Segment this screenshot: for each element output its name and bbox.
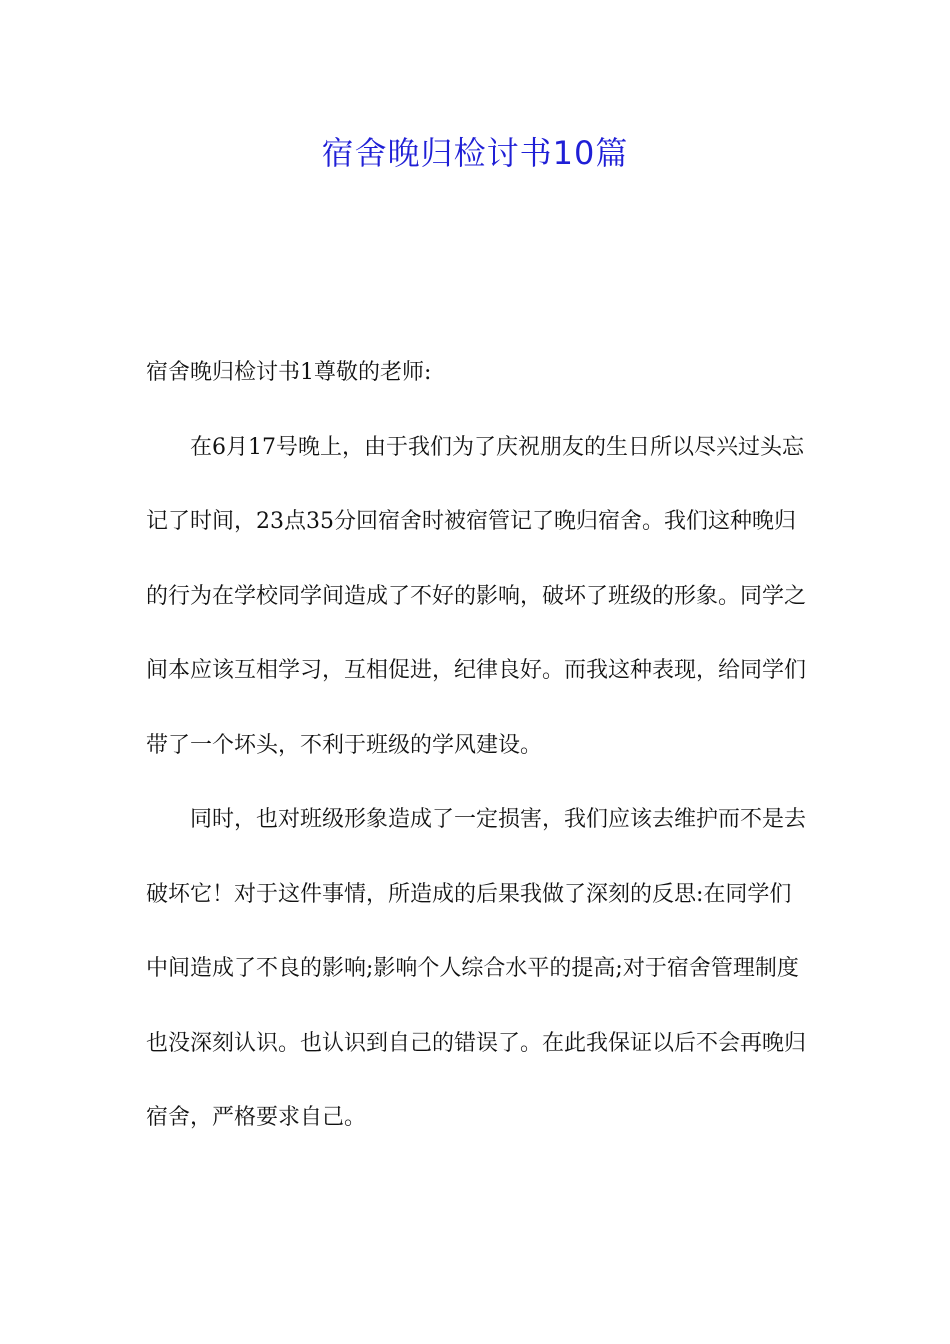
document-title: 宿舍晚归检讨书10篇 <box>321 134 629 172</box>
salutation-paragraph: 宿舍晚归检讨书1尊敬的老师: <box>146 360 432 385</box>
document-body <box>146 336 806 1156</box>
body-paragraph-1: 在6月17号晚上，由于我们为了庆祝朋友的生日所以尽兴过头忘记了时间，23点35分回宿舍时被宿管记了晚归宿舍。我们这种晚归的行为在学校同学间造成了不好的影响，破坏了班级的形象。同学之间本应该互相学习，互相促进，纪律良好。而我这种表现，给同学们带了一个坏头，不利于班级的学风建设。 <box>146 434 807 758</box>
body-paragraph-2: 同时，也对班级形象造成了一定损害，我们应该去维护而不是去破坏它！对于这件事情，所造成的后果我做了深刻的反思:在同学们中间造成了不良的影响;影响个人综合水平的提高;对于宿舍管理制度也没深刻认识。也认识到自己的错误了。在此我保证以后不会再晚归宿舍，严格要求自己。 <box>146 807 807 1130</box>
